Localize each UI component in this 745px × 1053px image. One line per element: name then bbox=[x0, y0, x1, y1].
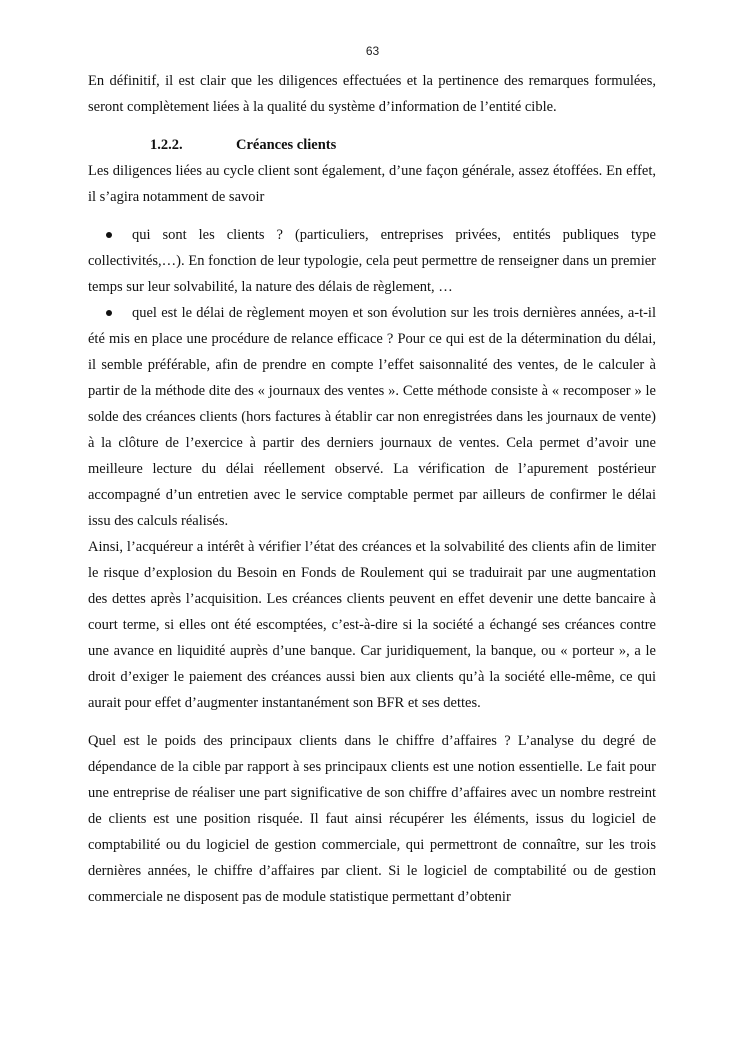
section-heading-number: 1.2.2. bbox=[150, 137, 183, 153]
section-heading-title: Créances clients bbox=[236, 137, 337, 153]
bullet-item-clients-text: qui sont les clients ? (particuliers, entreprises privées, entités publiques type collectivités,…). En fonction de leur typologie, cela peut permettre de renseigner dans un premier temps sur leur solvabilité, la nature des délais de règlement, … bbox=[88, 227, 656, 295]
section-heading bbox=[88, 132, 656, 158]
bullet-icon bbox=[88, 300, 132, 326]
paragraph-conclusion: En définitif, il est clair que les diligences effectuées et la pertinence des remarques formulées, seront complètement liées à la qualité du système d’information de l’entité cible. bbox=[88, 73, 656, 115]
paragraph-main-clients: Quel est le poids des principaux clients dans le chiffre d’affaires ? L’analyse du degré de dépendance de la cible par rapport à ses principaux clients est une notion essentielle. Le fait pour une entreprise de réaliser une part significative de son chiffre d’affaires avec un nombre restreint de clients est une position risquée. Il faut ainsi récupérer les éléments, issus du logiciel de comptabilité ou du logiciel de gestion commerciale, qui permettront de connaître, sur les trois dernières années, le chiffre d’affaires par client. Si le logiciel de comptabilité ou de gestion commerciale ne disposent pas de module statistique permettant d’obtenir bbox=[88, 733, 656, 905]
bullet-item-clients bbox=[88, 222, 656, 300]
paragraph-acquirer: Ainsi, l’acquéreur a intérêt à vérifier l’état des créances et la solvabilité des clients afin de limiter le risque d’explosion du Besoin en Fonds de Roulement qui se traduirait par une augmentation des dettes après l’acquisition. Les créances clients peuvent en effet devenir une dette bancaire à court terme, si elles ont été escomptées, c’est-à-dire si la société a échangé ses créances contre une avance en liquidité auprès d’une banque. Car juridiquement, la banque, ou « porteur », a le droit d’exiger le paiement des créances aussi bien aux clients qu’à la société elle-même, ce qui aurait pour effet d’augmenter instantanément son BFR et ses dettes. bbox=[88, 539, 656, 711]
bullet-icon bbox=[88, 222, 132, 248]
paragraph-intro: Les diligences liées au cycle client sont également, d’une façon générale, assez étoffées. En effet, il s’agira notamment de savoir bbox=[88, 163, 656, 205]
document-body bbox=[88, 68, 656, 910]
bullet-item-payment-delay bbox=[88, 300, 656, 534]
page-number: 63 bbox=[365, 44, 380, 58]
bullet-item-payment-delay-text: quel est le délai de règlement moyen et son évolution sur les trois dernières années, a-t-il été mis en place une procédure de relance efficace ? Pour ce qui est de la détermination du délai, il semble préférable, afin de prendre en compte l’effet saisonnalité des ventes, de le calculer à partir de la méthode dite des « journaux des ventes ». Cette méthode consiste à « recomposer » le solde des créances clients (hors factures à établir car non enregistrées dans les journaux de vente) à la clôture de l’exercice à partir des derniers journaux de ventes. Cela permet d’avoir une meilleure lecture du délai réellement observé. La vérification de l’apurement postérieur accompagné d’un entretien avec le service comptable permet par ailleurs de confirmer le délai issu des calculs réalisés. bbox=[88, 305, 656, 529]
